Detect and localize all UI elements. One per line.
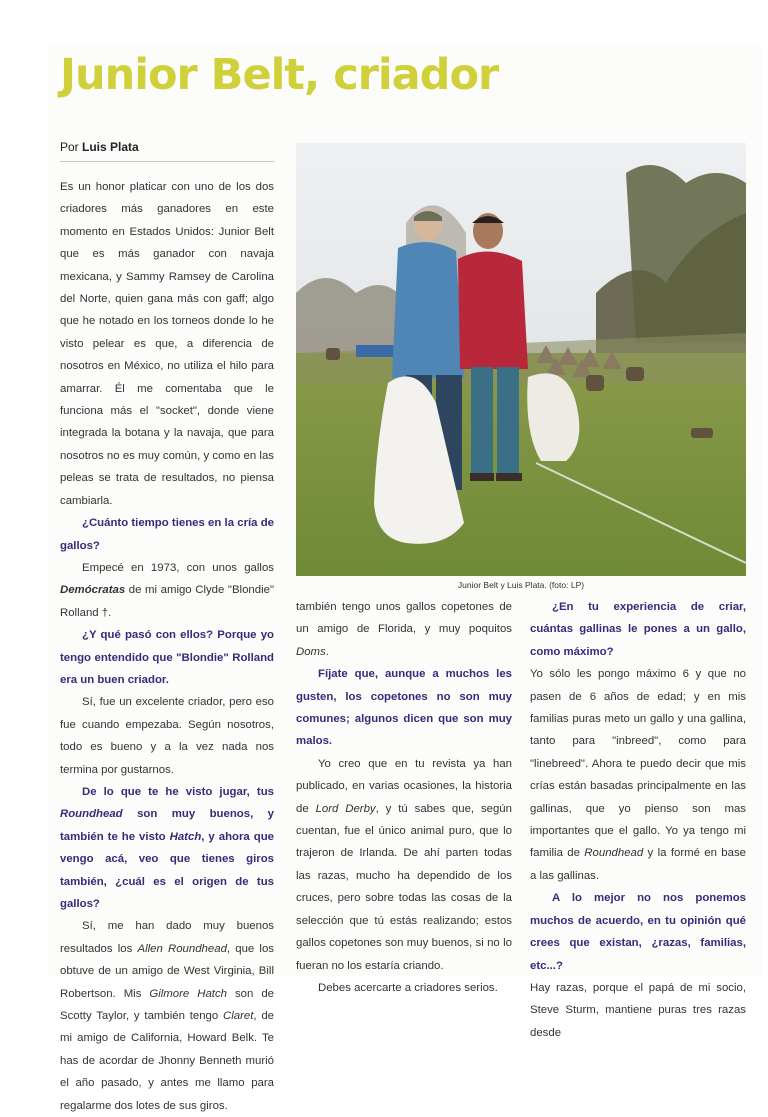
column-2-continuation: también tengo unos gallos copetones de un amigo de Florida, y muy poquitos Doms. xyxy=(296,601,512,658)
answer-3: Sí, me han dado muy buenos resultados los Allen Roundhead, que los obtuve de un amigo de West Virginia, Bill Robertson. Mis Gilmore Hatch son de Scotty Taylor, y también tengo Claret, de mi amigo de California, Howard Belk. Te has de acordar de Jhonny Benneth murió el año pasado, y antes me llamo para regalarme dos lotes de sus giros. xyxy=(60,920,275,1112)
answer-6: Hay razas, porque el papá de mi socio, Steve Sturm, mantiene puras tres razas desde xyxy=(530,981,746,1039)
answer-4: Yo creo que en tu revista ya han publicado, en varias ocasiones, la historia de Lord Derby, y tú sabes que, según cuentan, fue el único animal puro, que lo trajeron de Irlanda. De ahí parten todas las razas, mucho ha dependido de los cruces, pero sobre todas las cosas de la selección que tú estás realizando; estos gallos copetones son muy buenos, si no lo fueran no los estaría criando. xyxy=(296,757,512,972)
byline-author: Luis Plata xyxy=(82,140,139,154)
answer-5: Yo sólo les pongo máximo 6 y que no pasen de 6 años de edad; y en mis familias puras meto un gallo y una gallina, tanto para "inbreed", como para "linebreed". Ahora te puedo decir que mis crías están basadas principalmente en las gallinas, que yo pienso son mas importantes que el gallo. Yo ya tengo mi familia de Roundhead y la formé en base a las gallinas. xyxy=(530,668,746,882)
photo-illustration xyxy=(296,143,746,576)
byline-divider xyxy=(60,161,274,162)
answer-4-closing: Debes acercarte a criadores serios. xyxy=(318,981,498,994)
intro-paragraph: Es un honor platicar con uno de los dos criadores más ganadores en este momento en Estados Unidos: Junior Belt que es más ganador con navaja mexicana, y Sammy Ramsey de Carolina del Norte, quien gana más con gaff; algo que he notado en los torneos donde lo he visto pelear es que, a diferencia de nosotros en México, no utiliza el hilo para amarrar. Él me comentaba que le funciona más el "socket", donde viene integrada la botana y la navaja, que para nosotros no es muy común, y como en las peleas se trata de resultados, no piensa cambiarla. xyxy=(60,181,274,507)
article-title: Junior Belt, criador xyxy=(60,50,499,100)
question-4: Fíjate que, aunque a muchos les gusten, los copetones no son muy comunes; algunos dicen que son muy malos. xyxy=(296,668,512,748)
question-2: ¿Y qué pasó con ellos? Porque yo tengo entendido que "Blondie" Rolland era un buen criador. xyxy=(60,629,274,686)
question-6: A lo mejor no nos ponemos muchos de acuerdo, en tu opinión qué crees que existan, ¿razas, familias, etc...? xyxy=(530,892,746,972)
interview-photo xyxy=(296,143,746,576)
answer-2: Sí, fue un excelente criador, pero eso fue cuando empezaba. Según nosotros, todo es bueno y a la vez nada nos termina por gustarnos. xyxy=(60,696,274,776)
answer-1: Empecé en 1973, con unos gallos Demócratas de mi amigo Clyde "Blondie" Rolland †. xyxy=(60,561,274,619)
photo-caption: Junior Belt y Luis Plata. (foto: LP) xyxy=(457,580,585,590)
column-1 xyxy=(60,176,274,1117)
column-3 xyxy=(530,596,746,1044)
byline xyxy=(60,140,139,154)
question-3: De lo que te he visto jugar, tus Roundhead son muy buenos, y también te he visto Hatch, y ahora que vengo acá, veo que tienes giros también, ¿cuál es el origen de tus gallos? xyxy=(60,785,275,910)
question-5: ¿En tu experiencia de criar, cuántas gallinas le pones a un gallo, como máximo? xyxy=(530,601,746,658)
byline-prefix: Por xyxy=(60,140,83,154)
column-2 xyxy=(296,596,512,999)
question-1: ¿Cuánto tiempo tienes en la cría de gallos? xyxy=(60,517,274,552)
